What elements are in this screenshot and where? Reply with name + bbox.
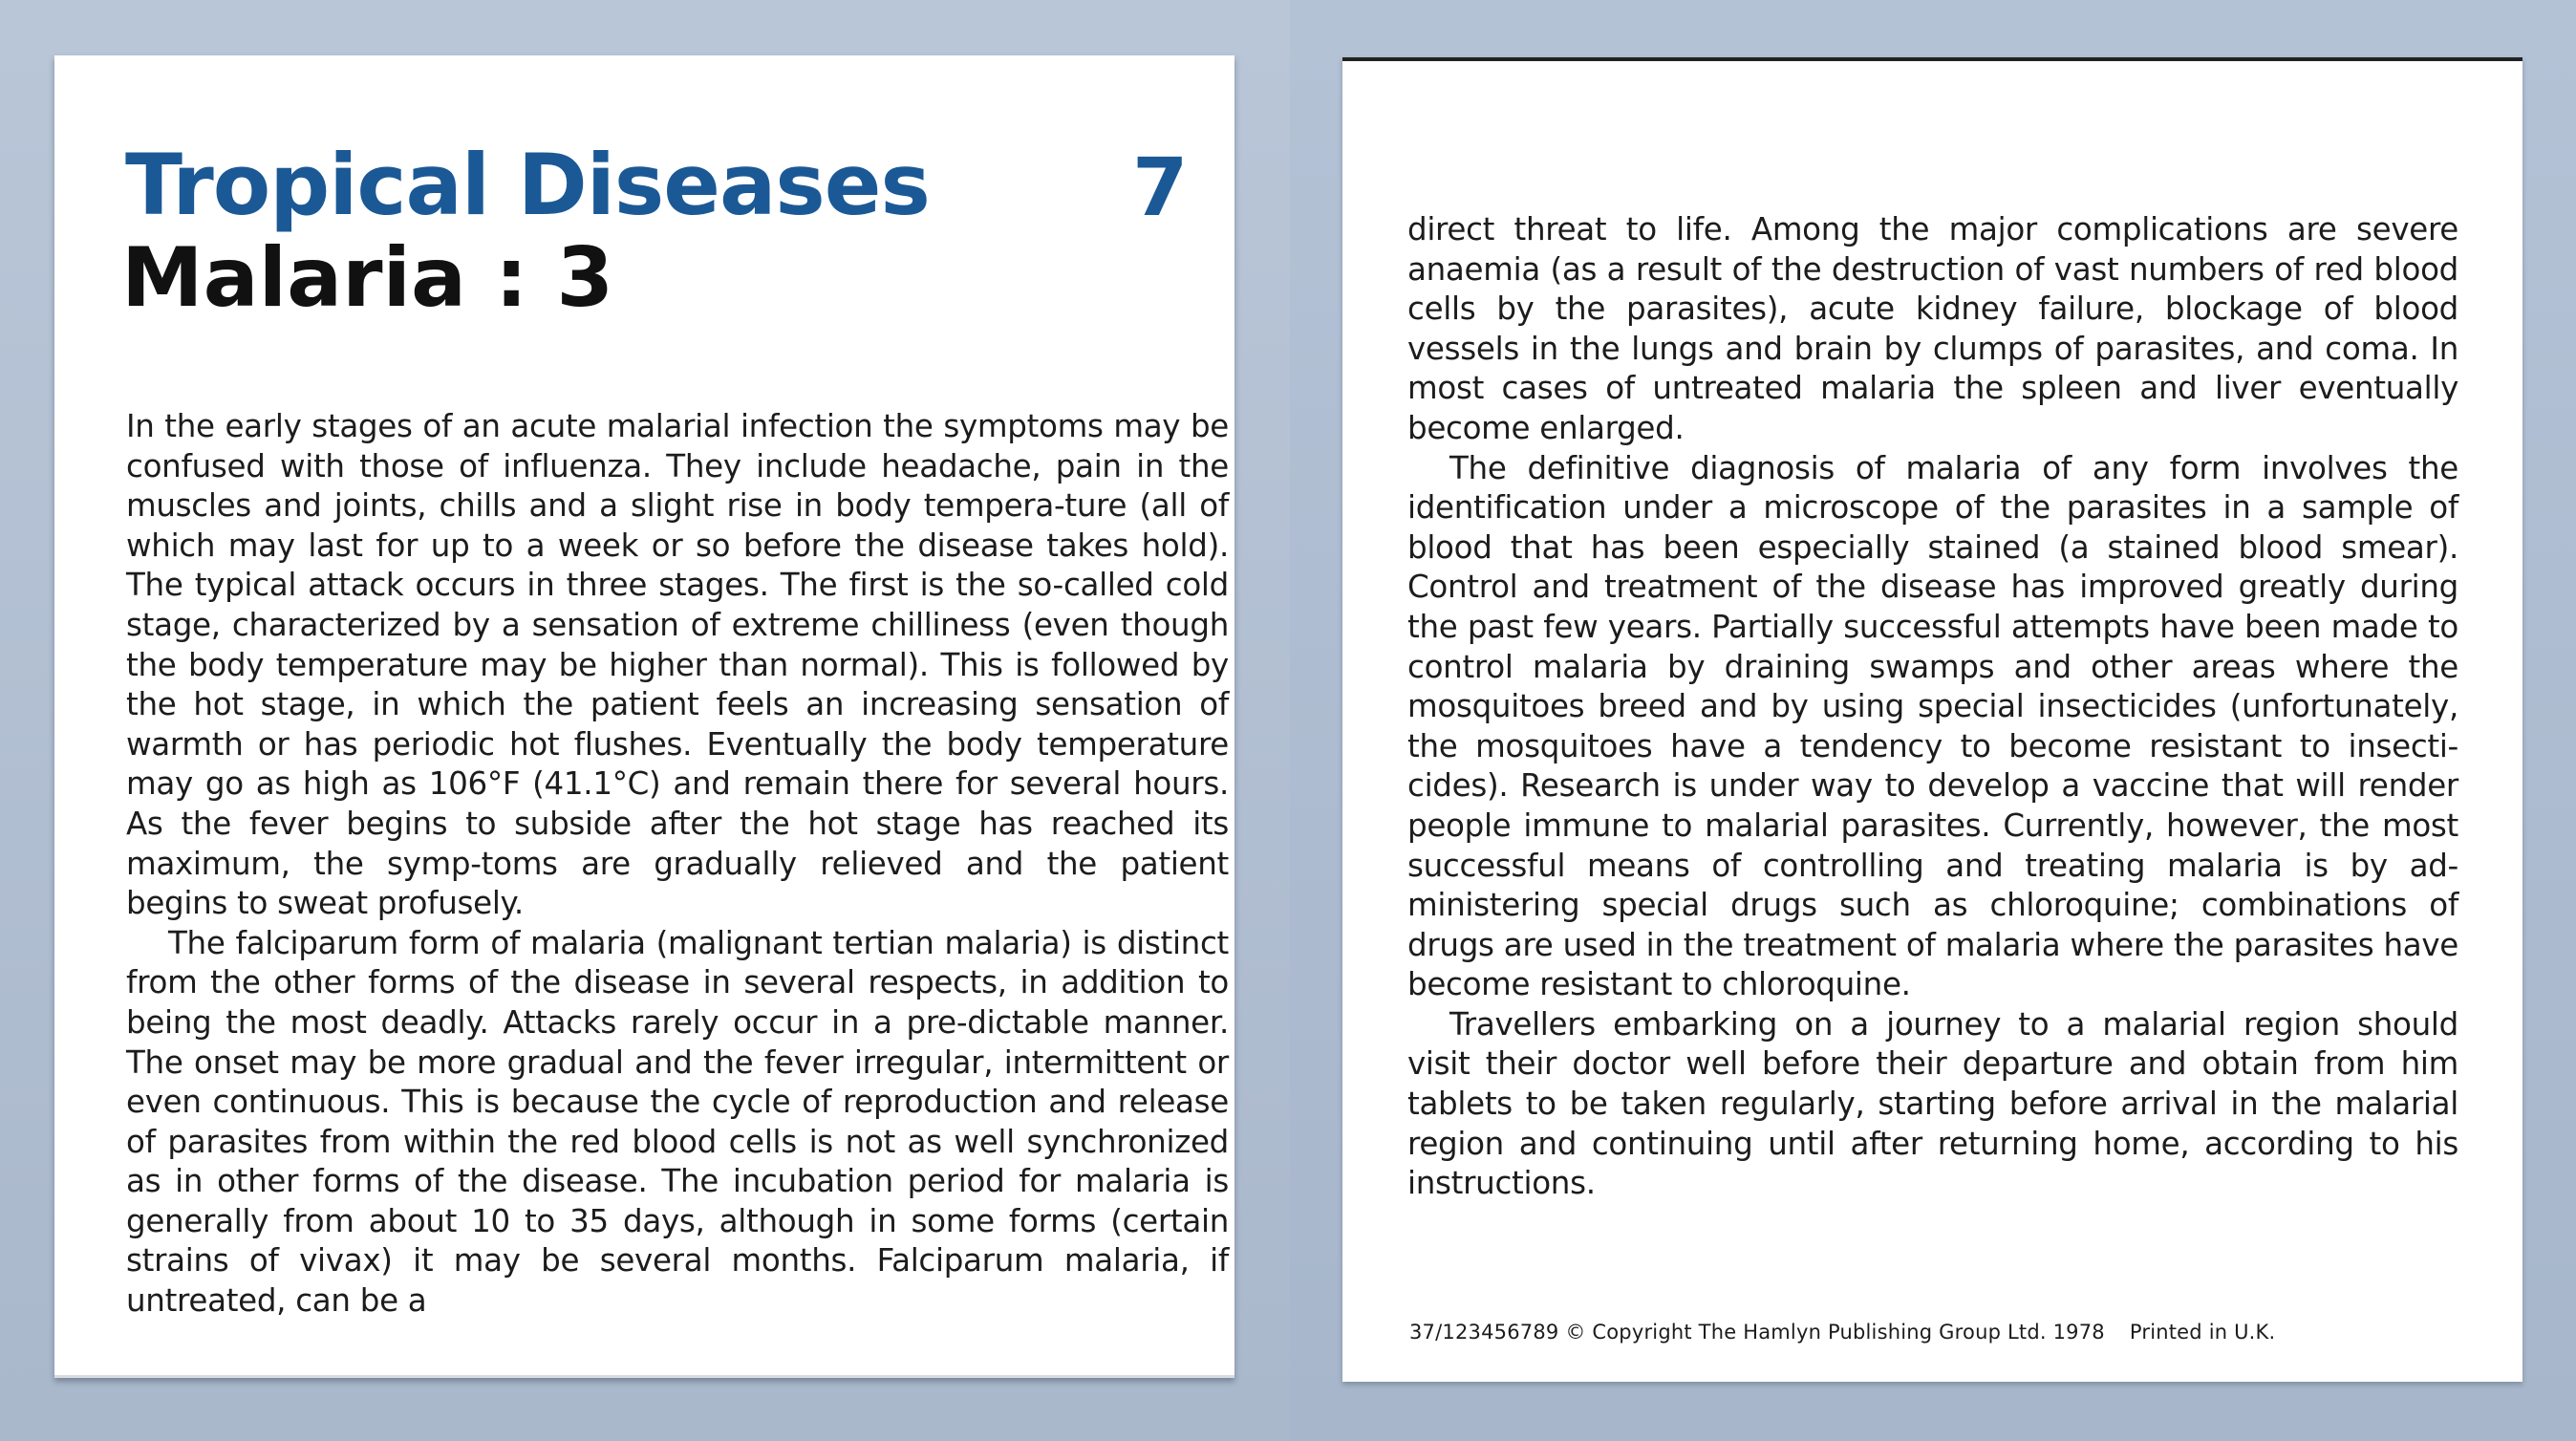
card-number: 7 (1132, 140, 1189, 234)
card-footer (1409, 1321, 2275, 1344)
card-front (54, 55, 1234, 1378)
back-paragraph-2: The definitive diagnosis of malaria of any form involves the identification under a microscope of the parasites in a sample of blood that has been especially stained (a stained blood smear). Control and treatment of the disease has improved greatly during the past few years. Partially successful attempts have been made to control malaria by draining swamps and other areas where the mosquitoes breed and by using special insecticides (unfortunately, the mosquitoes have a tendency to become resistant to insecti-cides). Research is under way to develop a vaccine that will render people immune to malarial parasites. Currently, however, the most successful means of controlling and treating malaria is by ad-ministering special drugs such as chloroquine; combinations of drugs are used in the treatment of malaria where the parasites have become resistant to chloroquine. (1407, 449, 2458, 1003)
back-paragraph-3: Travellers embarking on a journey to a malarial region should visit their doctor well before their departure and obtain from him tablets to be taken regularly, starting before arrival in the malarial region and continuing until after returning home, according to his instructions. (1407, 1005, 2458, 1202)
back-body-text (1407, 210, 2458, 1204)
back-paragraph-1: direct threat to life. Among the major complications are severe anaemia (as a result of the destruction of vast numbers of red blood cells by the parasites), acute kidney failure, blockage of blood vessels in the lungs and brain by clumps of parasites, and coma. In most cases of untreated malaria the spleen and liver eventually become enlarged. (1407, 211, 2458, 446)
front-paragraph-2: The falciparum form of malaria (malignant tertian malaria) is distinct from the other forms of the disease in several respects, in addition to being the most deadly. Attacks rarely occur in a pre-dictable manner. The onset may be more gradual and the fever irregular, intermittent or even continuous. This is because the cycle of reproduction and release of parasites from within the red blood cells is not as well synchronized as in other forms of the disease. The incubation period for malaria is generally from about 10 to 35 days, although in some forms (certain strains of vivax) it may be several months. Falciparum malaria, if untreated, can be a (126, 924, 1229, 1320)
card-back (1342, 57, 2522, 1382)
front-paragraph-1: In the early stages of an acute malarial infection the symptoms may be confused with those of influenza. They include headache, pain in the muscles and joints, chills and a slight rise in body tempera-ture (all of which may last for up to a week or so before the disease takes hold). The typical attack occurs in three stages. The first is the so-called cold stage, characterized by a sensation of extreme chilliness (even though the body temperature may be higher than normal). This is followed by the hot stage, in which the patient feels an increasing sensation of warmth or has periodic hot flushes. Eventually the body temperature may go as high as 106°F (41.1°C) and remain there for several hours. As the fever begins to subside after the hot stage has reached its maximum, the symp-toms are gradually relieved and the patient begins to sweat profusely. (126, 408, 1229, 922)
copyright-text: 37/123456789 © Copyright The Hamlyn Publishing Group Ltd. 1978 (1409, 1321, 2105, 1344)
front-body-text (126, 407, 1229, 1322)
card-subtitle: Malaria : 3 (121, 230, 614, 326)
card-title: Tropical Diseases (125, 136, 930, 234)
printed-in-text: Printed in U.K. (2129, 1321, 2276, 1344)
